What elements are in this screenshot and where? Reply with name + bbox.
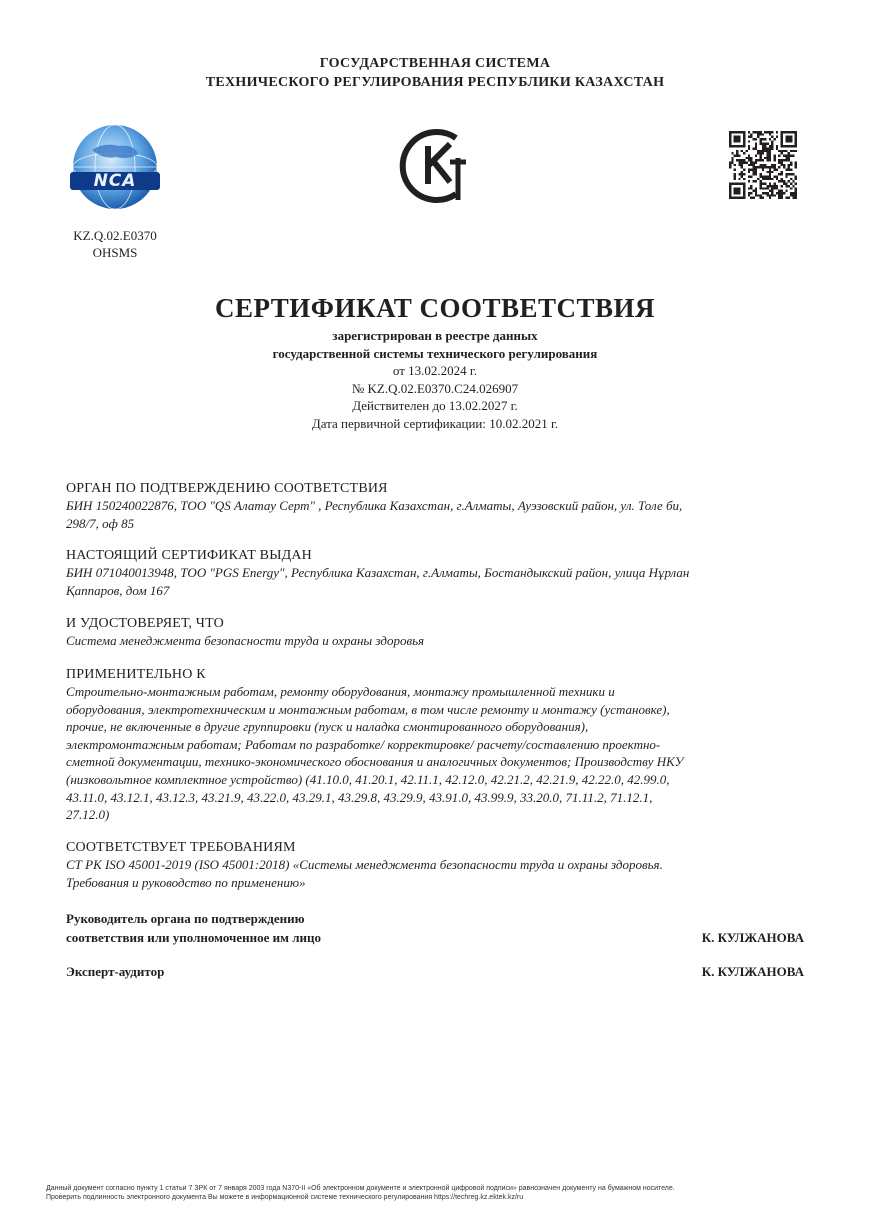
section-organ bbox=[66, 481, 826, 532]
section-applicable-line: Строительно-монтажным работам, ремонту оборудования, монтажу промышленной техники и bbox=[66, 684, 615, 699]
section-requirements-line: СТ РК ISO 45001-2019 (ISO 45001:2018) «Системы менеджмента безопасности труда и охраны здоровья. bbox=[66, 857, 663, 872]
head-signatory-label-1: Руководитель органа по подтверждению bbox=[66, 911, 305, 926]
accreditation-code: KZ.Q.02.E0370 bbox=[73, 228, 157, 243]
section-organ-line: 298/7, оф 85 bbox=[66, 515, 135, 531]
certificate-number: № KZ.Q.02.E0370.C24.026907 bbox=[351, 381, 519, 396]
section-applicable-line: (низковольтное комплектное устройство) (41.10.0, 41.20.1, 42.11.1, 42.12.0, 42.21.2, 42.21.9, 42.22.0, 42.99.0, bbox=[66, 771, 670, 787]
section-organ-heading: ОРГАН ПО ПОДТВЕРЖДЕНИЮ СООТВЕТСТВИЯ bbox=[66, 481, 388, 496]
qr-code bbox=[729, 131, 797, 199]
section-applicable-line: электромонтажным работам; Работам по разработке/ корректировке/ расчету/составлению проектно- bbox=[66, 736, 661, 752]
footer-note bbox=[46, 1184, 836, 1202]
registration-date: от 13.02.2024 г. bbox=[392, 363, 478, 378]
section-applicable bbox=[66, 667, 826, 824]
footer-line-2: Проверить подлинность электронного документа Вы можете в информационной системе технического регулирования https://techreg.kz.ektek.kz/ru bbox=[46, 1194, 524, 1201]
section-applicable-heading: ПРИМЕНИТЕЛЬНО К bbox=[66, 667, 206, 682]
section-applicable-line: сметной документации, технико-экономического обоснования и аналогичных документов; Производству НКУ bbox=[66, 754, 684, 770]
section-issued-line: БИН 071040013948, ТОО "PGS Energy", Республика Казахстан, г.Алматы, Бостандыкский район, улица Нұрлан bbox=[66, 565, 690, 580]
section-certifies-heading: И УДОСТОВЕРЯЕТ, ЧТО bbox=[66, 616, 224, 631]
head-signatory-label-2: соответствия или уполномоченное им лицо bbox=[66, 930, 321, 945]
section-requirements-heading: СООТВЕТСТВУЕТ ТРЕБОВАНИЯМ bbox=[66, 840, 296, 855]
auditor-label: Эксперт-аудитор bbox=[66, 964, 165, 979]
accreditation-sub: OHSMS bbox=[92, 245, 138, 260]
certificate-title: СЕРТИФИКАТ СООТВЕТСТВИЯ bbox=[214, 293, 656, 323]
registry-line-2: государственной системы технического регулирования bbox=[272, 346, 598, 361]
registry-line-1: зарегистрирован в реестре данных bbox=[332, 328, 538, 343]
section-applicable-line: оборудования, электротехническим и монтажным работам, в том числе ремонту и монтажу (установке), bbox=[66, 701, 670, 717]
section-issued-heading: НАСТОЯЩИЙ СЕРТИФИКАТ ВЫДАН bbox=[66, 548, 312, 563]
section-issued bbox=[66, 548, 826, 599]
nca-logo-text: NCA bbox=[93, 171, 137, 191]
head-signatory-name: К. КУЛЖАНОВА bbox=[701, 930, 804, 945]
header-line-1: ГОСУДАРСТВЕННАЯ СИСТЕМА bbox=[319, 56, 551, 71]
valid-until: Действителен до 13.02.2027 г. bbox=[352, 398, 518, 413]
section-applicable-line: 27.12.0) bbox=[66, 807, 110, 823]
section-applicable-line: прочие, не включенные в другие группировки (пуск и наладка смонтированного оборудования), bbox=[66, 719, 589, 735]
section-applicable-line: 43.11.0, 43.12.1, 43.12.3, 43.21.9, 43.22.0, 43.29.1, 43.29.8, 43.29.9, 43.91.0, 43.99.9, 33.20.0, 71.11.2, 71.12.1, bbox=[66, 789, 653, 805]
auditor-name: К. КУЛЖАНОВА bbox=[701, 964, 804, 979]
kz-conformity-mark bbox=[398, 126, 474, 206]
first-certification-date: Дата первичной сертификации: 10.02.2021 г. bbox=[311, 416, 559, 431]
section-requirements-line: Требования и руководство по применению» bbox=[66, 874, 306, 890]
header-line-2: ТЕХНИЧЕСКОГО РЕГУЛИРОВАНИЯ РЕСПУБЛИКИ КАЗАХСТАН bbox=[205, 75, 665, 90]
section-issued-line: Қаппаров, дом 167 bbox=[66, 582, 170, 598]
nca-logo bbox=[64, 124, 166, 212]
section-requirements bbox=[66, 840, 826, 891]
section-organ-line: БИН 150240022876, ТОО "QS Алатау Серт" , Республика Казахстан, г.Алматы, Ауэзовский район, ул. Толе би, bbox=[66, 498, 683, 513]
footer-line-1: Данный документ согласно пункту 1 статьи 7 ЗРК от 7 января 2003 года N370-II «Об электронном документе и электронной цифровой подписи» равнозначен документу на бумажном носителе. bbox=[46, 1185, 675, 1192]
section-certifies bbox=[66, 616, 826, 650]
section-certifies-line: Система менеджмента безопасности труда и охраны здоровья bbox=[66, 633, 425, 648]
